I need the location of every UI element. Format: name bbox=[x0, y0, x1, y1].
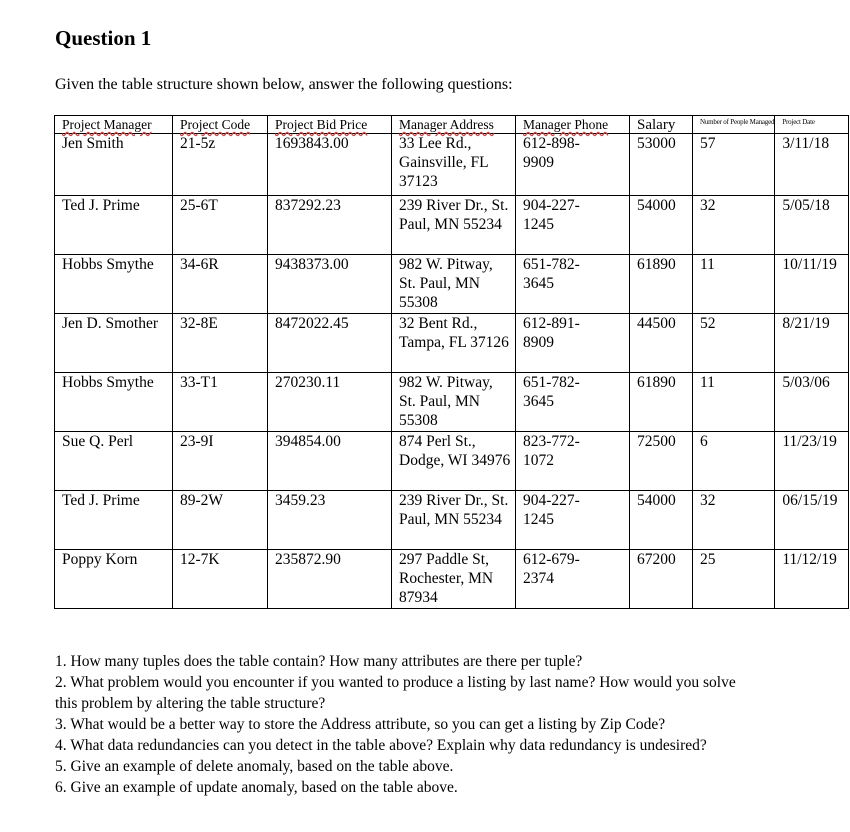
cell-address: 33 Lee Rd., Gainsville, FL 37123 bbox=[392, 134, 516, 196]
cell-date: 10/11/19 bbox=[775, 255, 849, 314]
table-row bbox=[55, 196, 849, 255]
questions-list bbox=[55, 651, 755, 798]
cell-people: 11 bbox=[693, 255, 775, 314]
table-header-row bbox=[55, 116, 849, 134]
cell-code: 25-6T bbox=[173, 196, 268, 255]
cell-manager: Sue Q. Perl bbox=[55, 432, 173, 491]
cell-manager: Jen D. Smother bbox=[55, 314, 173, 373]
header-manager-address: Manager Address bbox=[392, 116, 516, 134]
header-project-date: Project Date bbox=[775, 116, 849, 134]
cell-salary: 67200 bbox=[630, 550, 693, 609]
table-row bbox=[55, 134, 849, 196]
cell-people: 25 bbox=[693, 550, 775, 609]
header-project-bid-price: Project Bid Price bbox=[268, 116, 392, 134]
cell-code: 12-7K bbox=[173, 550, 268, 609]
cell-salary: 53000 bbox=[630, 134, 693, 196]
cell-manager: Ted J. Prime bbox=[55, 196, 173, 255]
cell-address: 982 W. Pitway, St. Paul, MN 55308 bbox=[392, 255, 516, 314]
cell-people: 11 bbox=[693, 373, 775, 432]
table-row bbox=[55, 373, 849, 432]
header-people-managed: Number of People Managed bbox=[693, 116, 775, 134]
cell-salary: 54000 bbox=[630, 491, 693, 550]
table-row bbox=[55, 491, 849, 550]
cell-phone: 823-772-1072 bbox=[516, 432, 630, 491]
cell-date: 5/03/06 bbox=[775, 373, 849, 432]
cell-code: 34-6R bbox=[173, 255, 268, 314]
cell-salary: 61890 bbox=[630, 255, 693, 314]
cell-address: 874 Perl St., Dodge, WI 34976 bbox=[392, 432, 516, 491]
cell-manager: Ted J. Prime bbox=[55, 491, 173, 550]
cell-code: 32-8E bbox=[173, 314, 268, 373]
cell-salary: 44500 bbox=[630, 314, 693, 373]
cell-bid-price: 394854.00 bbox=[268, 432, 392, 491]
cell-people: 52 bbox=[693, 314, 775, 373]
cell-phone: 612-679-2374 bbox=[516, 550, 630, 609]
cell-address: 982 W. Pitway, St. Paul, MN 55308 bbox=[392, 373, 516, 432]
cell-code: 21-5z bbox=[173, 134, 268, 196]
cell-people: 57 bbox=[693, 134, 775, 196]
cell-salary: 72500 bbox=[630, 432, 693, 491]
cell-phone: 612-898-9909 bbox=[516, 134, 630, 196]
cell-code: 89-2W bbox=[173, 491, 268, 550]
cell-people: 6 bbox=[693, 432, 775, 491]
question-item: 2. What problem would you encounter if you wanted to produce a listing by last name? How would you solve this problem by altering the table structure? bbox=[55, 674, 736, 712]
question-item: 6. Give an example of update anomaly, based on the table above. bbox=[55, 779, 458, 796]
cell-manager: Hobbs Smythe bbox=[55, 255, 173, 314]
cell-bid-price: 3459.23 bbox=[268, 491, 392, 550]
question-item: 1. How many tuples does the table contain? How many attributes are there per tuple? bbox=[55, 653, 583, 670]
cell-bid-price: 8472022.45 bbox=[268, 314, 392, 373]
question-item: 3. What would be a better way to store the Address attribute, so you can get a listing by Zip Code? bbox=[55, 716, 666, 733]
cell-date: 8/21/19 bbox=[775, 314, 849, 373]
cell-address: 239 River Dr., St. Paul, MN 55234 bbox=[392, 196, 516, 255]
page-title: Question 1 bbox=[55, 26, 152, 50]
question-item: 4. What data redundancies can you detect in the table above? Explain why data redundancy is undesired? bbox=[55, 737, 707, 754]
cell-manager: Poppy Korn bbox=[55, 550, 173, 609]
cell-salary: 61890 bbox=[630, 373, 693, 432]
table-row bbox=[55, 550, 849, 609]
cell-phone: 904-227-1245 bbox=[516, 491, 630, 550]
header-project-manager: Project Manager bbox=[55, 116, 173, 134]
cell-phone: 904-227-1245 bbox=[516, 196, 630, 255]
intro-text: Given the table structure shown below, answer the following questions: bbox=[55, 76, 513, 93]
cell-phone: 612-891-8909 bbox=[516, 314, 630, 373]
cell-bid-price: 270230.11 bbox=[268, 373, 392, 432]
header-manager-phone: Manager Phone bbox=[516, 116, 630, 134]
cell-bid-price: 235872.90 bbox=[268, 550, 392, 609]
cell-address: 297 Paddle St, Rochester, MN 87934 bbox=[392, 550, 516, 609]
table-row bbox=[55, 314, 849, 373]
header-project-code: Project Code bbox=[173, 116, 268, 134]
cell-date: 11/12/19 bbox=[775, 550, 849, 609]
cell-date: 3/11/18 bbox=[775, 134, 849, 196]
cell-salary: 54000 bbox=[630, 196, 693, 255]
cell-bid-price: 9438373.00 bbox=[268, 255, 392, 314]
cell-manager: Hobbs Smythe bbox=[55, 373, 173, 432]
cell-people: 32 bbox=[693, 491, 775, 550]
project-table bbox=[54, 115, 849, 609]
cell-bid-price: 1693843.00 bbox=[268, 134, 392, 196]
cell-code: 33-T1 bbox=[173, 373, 268, 432]
cell-phone: 651-782-3645 bbox=[516, 255, 630, 314]
table-row bbox=[55, 432, 849, 491]
cell-address: 239 River Dr., St. Paul, MN 55234 bbox=[392, 491, 516, 550]
header-salary: Salary bbox=[630, 116, 693, 134]
question-item: 5. Give an example of delete anomaly, based on the table above. bbox=[55, 758, 454, 775]
cell-code: 23-9I bbox=[173, 432, 268, 491]
cell-manager: Jen Smith bbox=[55, 134, 173, 196]
table-row bbox=[55, 255, 849, 314]
cell-address: 32 Bent Rd., Tampa, FL 37126 bbox=[392, 314, 516, 373]
cell-date: 06/15/19 bbox=[775, 491, 849, 550]
cell-bid-price: 837292.23 bbox=[268, 196, 392, 255]
cell-date: 11/23/19 bbox=[775, 432, 849, 491]
cell-people: 32 bbox=[693, 196, 775, 255]
cell-phone: 651-782-3645 bbox=[516, 373, 630, 432]
cell-date: 5/05/18 bbox=[775, 196, 849, 255]
